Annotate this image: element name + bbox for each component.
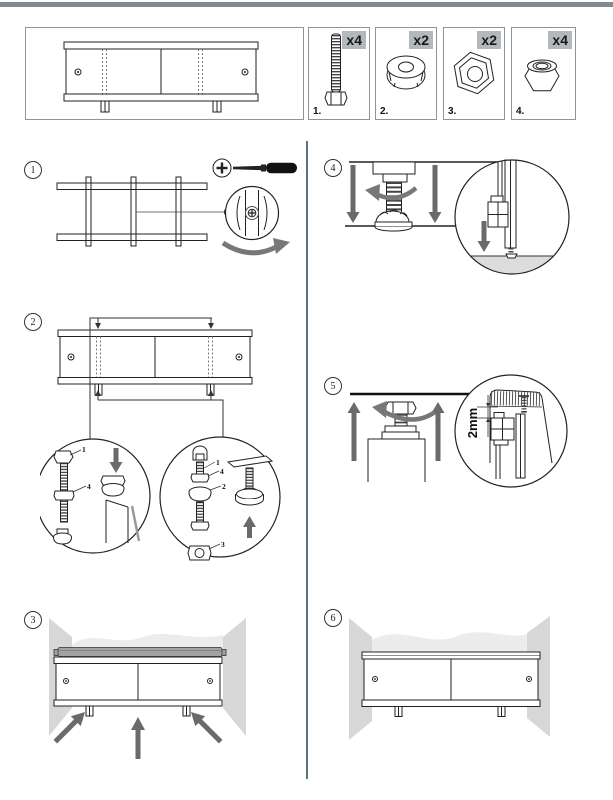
top-adjuster-bolt [368,402,425,482]
detail-circle-gap [455,375,567,487]
callout-1: 1 [216,458,220,467]
step-5-art [340,365,575,507]
header-bar [0,2,613,7]
qty-badge: x4 [342,31,366,49]
callout-2: 2 [222,482,226,491]
step-4-number: 4 [324,159,342,177]
panel-front-view [58,330,252,395]
part-cell-2 [375,27,437,120]
step-2-number: 2 [24,313,42,331]
bottom-connector [98,396,223,438]
bathtub-silhouette [372,632,527,652]
detail-circle-top-fixing [40,439,150,553]
step-2-art [40,310,305,582]
down-arrow-right [429,165,442,223]
panel-legs [101,101,221,112]
callout-4: 4 [87,482,91,491]
rotate-arrow [223,238,290,254]
step-6-number: 6 [324,609,342,627]
part-cell-1 [308,27,370,120]
foot-screw [506,254,517,258]
bath-screen-front-view [26,28,303,119]
right-wall [223,618,246,736]
qty-badge: x4 [548,31,572,49]
floor [450,256,575,278]
qty-badge: x2 [409,31,433,49]
panel-front-view [54,657,222,716]
panel-front-view [362,652,540,717]
step-3-art [25,600,275,775]
roller-detail-circle [226,187,279,240]
part-label: 2. [380,106,389,117]
up-arrow-left [348,402,361,461]
detail-circle-floor [450,160,575,278]
product-overview-box [25,27,304,120]
qty-badge: x2 [477,31,501,49]
step-3-number: 3 [24,611,42,629]
step-5-number: 5 [324,377,342,395]
part-label: 1. [313,106,322,117]
part-label: 3. [448,106,457,117]
step-1-number: 1 [24,161,42,179]
post [368,439,425,482]
step-1-art [40,150,305,280]
step-4-art [340,145,575,285]
callout-3: 3 [221,540,225,549]
part-cell-4 [511,27,576,120]
part-cell-3 [443,27,505,120]
tub-rim [54,648,226,657]
detail-circle-foot-assembly [160,437,280,560]
bathtub-silhouette [72,634,223,648]
step-6-art [345,600,575,772]
callout-1: 1 [82,445,86,454]
callout-4: 4 [220,467,224,476]
screwdriver-icon [213,159,297,177]
column-divider [306,141,308,779]
part-label: 4. [516,106,525,117]
gap-measurement: 2mm [465,407,480,439]
down-arrow-left [347,165,360,223]
push-arrows [50,707,225,759]
frame-top-view [57,177,207,246]
